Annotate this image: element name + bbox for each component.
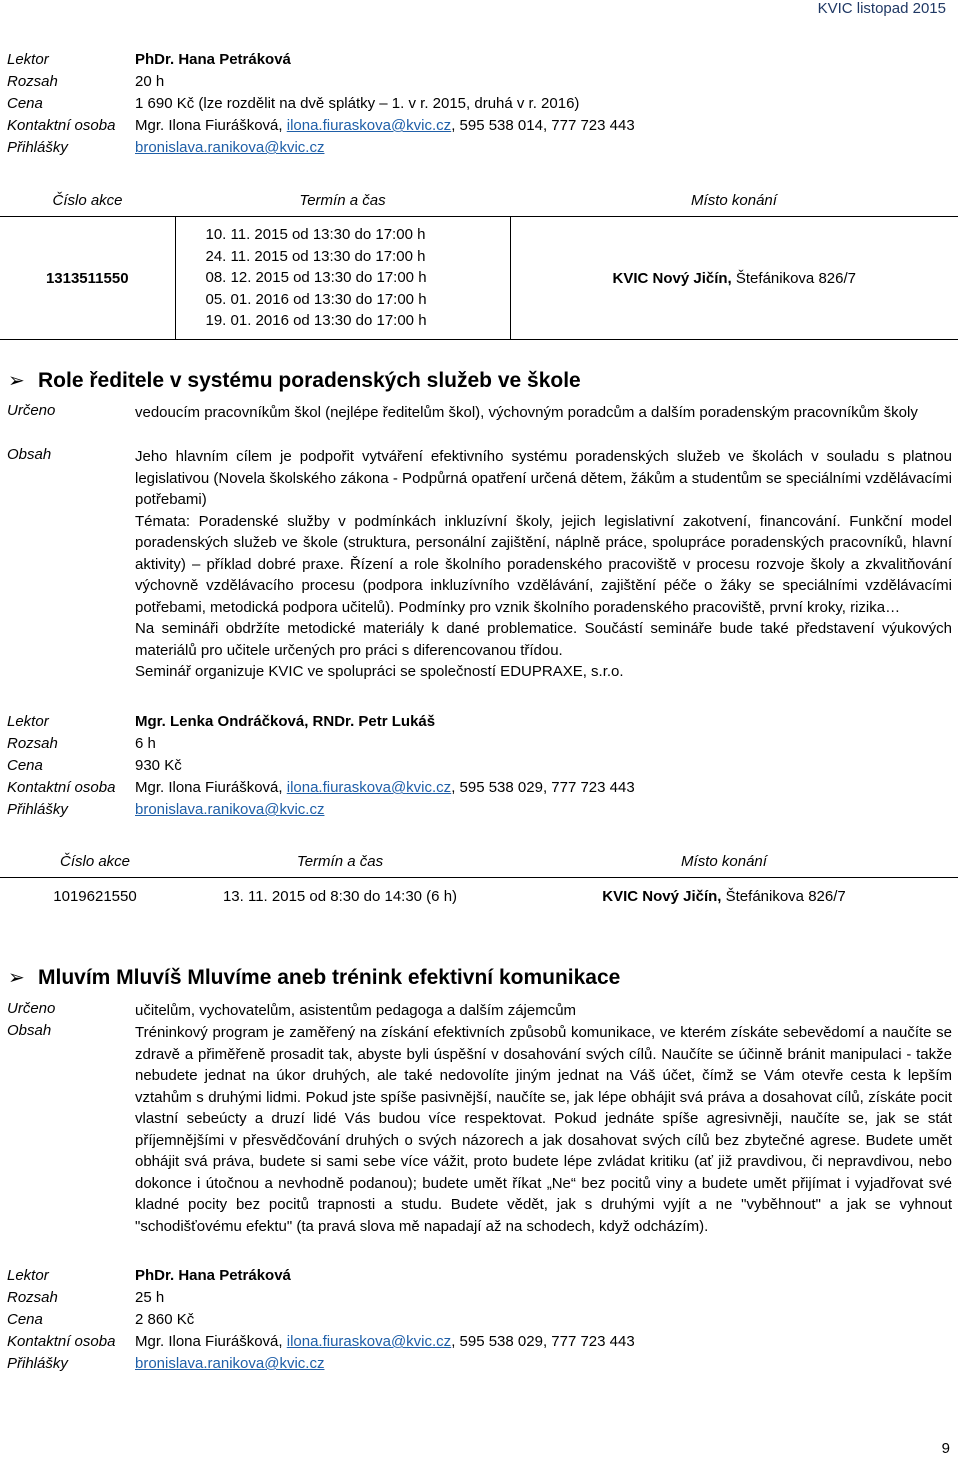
cena-label: Cena xyxy=(7,95,43,112)
rozsah-row xyxy=(7,71,953,93)
urceno-label: Určeno xyxy=(7,1000,56,1017)
urceno-paragraph: vedoucím pracovníkům škol (nejlépe ředitelům škol), výchovným poradcům a dalším poradenským pracovníkům školy xyxy=(135,404,918,421)
rozsah-label: Rozsah xyxy=(7,1289,58,1306)
obsah-label: Obsah xyxy=(7,446,52,463)
prihlasky-label: Přihlášky xyxy=(7,139,68,156)
prihlasky-label: Přihlášky xyxy=(7,801,68,818)
cena-row xyxy=(7,93,953,115)
col-termin: Termín a čas xyxy=(299,192,386,209)
kontakt-label: Kontaktní osoba xyxy=(7,117,116,134)
lektor-value: Mgr. Lenka Ondráčková, RNDr. Petr Lukáš xyxy=(135,713,436,730)
rozsah-value: 6 h xyxy=(135,735,156,752)
rozsah-label: Rozsah xyxy=(7,735,58,752)
obsah-paragraph: Tréninkový program je zaměřený na získání efektivních způsobů komunikace, ve kterém získáte sebevědomí a naučíte se zdravě a přiměřeně prosadit tak, abyste byli úspěšní v dosahování svých cílů. Naučíte se účinně bránit manipulaci - takže nebudete jednat na úkor druhých, ale také nedovolíte jiným jednat na Váš účet, čímž se Vám otevře cesta k lepším vztahům s druhými lidmi. Pokud jste spíše pasivnější, naučíte se, jak lépe obhájit svá práva a dosahovat cílů, získáte pocit vlastní sebeúcty a druzí lidé Vás budou více respektovat. Pokud jednáte spíše agresivněji, naučíte se, jak se stát příjemnějšími v přesvědčování druhých o svých názorech a jak dosahovat svých cílů bez zbytečné agrese. Budete umět obhájit svá práva, budete si sami sebe více vážit, proto budete lépe zvládat kritiku (ať již pravdivou, či nepravdivou, nebo dokonce i útočnou a nevhodně podanou); budete umět říkat „Ne“ bez pocitů viny a budete umět přijímat i vyjadřovat své kladné pocity bez pocitů trapnosti a studu. Budete vědět, jak s druhými vyjít a ne "vyběhnout" a jak se vyhnout "schodišťovému efektu" (ta pravá slova mě napadají až na schodech, když odcházím). xyxy=(135,1024,952,1235)
cena-label: Cena xyxy=(7,757,43,774)
lektor-row xyxy=(7,49,953,71)
lektor-value: PhDr. Hana Petráková xyxy=(135,51,291,68)
cena-value: 1 690 Kč (lze rozdělit na dvě splátky – 1. v r. 2015, druhá v r. 2016) xyxy=(135,95,580,112)
page-header: KVIC listopad 2015 xyxy=(817,0,946,17)
kontakt-phones: , 595 538 029, 777 723 443 xyxy=(451,1333,635,1350)
kontakt-row xyxy=(7,777,953,799)
kontakt-label: Kontaktní osoba xyxy=(7,779,116,796)
event-place xyxy=(510,217,958,340)
prihlasky-row xyxy=(7,137,953,159)
obsah-paragraph: Témata: Poradenské služby v podmínkách inkluzívní školy, jejich legislativní zakotvení, financování. Funkční model poradenských služeb ve škole (struktura, personální zajištění, náplně práce, spolupráce poradenských pracovníků, hlavní aktivity) – příklad dobré praxe. Řízení a role školního poradenského pracoviště v procesu rozvoje školy a zkvalitňování výchovně vzdělávacího procesu (podpora inkluzívního vzdělávání, zajištění péče o žáky se speciálními vzdělávacími potřebami, metodická podpora učitelů). Podmínky pro vznik školního poradenského pracoviště, první kroky, rizika… xyxy=(135,512,952,616)
kontakt-email-link[interactable]: ilona.fiuraskova@kvic.cz xyxy=(286,117,452,134)
urceno-label: Určeno xyxy=(7,402,56,419)
obsah-paragraph: Seminář organizuje KVIC ve spolupráci se společností EDUPRAXE, s.r.o. xyxy=(135,663,624,680)
arrow-bullet-icon: ➢ xyxy=(8,967,25,989)
rozsah-row xyxy=(7,1287,953,1309)
lektor-row xyxy=(7,711,953,733)
place-city: KVIC Nový Jičín, xyxy=(612,269,732,287)
cena-value: 930 Kč xyxy=(135,757,182,774)
lektor-row xyxy=(7,1265,953,1287)
event-code: 1313511550 xyxy=(0,217,175,340)
prihlasky-email-link[interactable]: bronislava.ranikova@kvic.cz xyxy=(135,1355,325,1372)
rozsah-value: 25 h xyxy=(135,1289,165,1306)
section-title-text: Mluvím Mluvíš Mluvíme aneb trénink efektivní komunikace xyxy=(38,966,621,989)
urceno-paragraph: učitelům, vychovatelům, asistentům pedagoga a dalším zájemcům xyxy=(135,1002,577,1019)
kontakt-value xyxy=(135,115,635,137)
col-cislo-akce: Číslo akce xyxy=(52,192,123,209)
cena-row xyxy=(7,1309,953,1331)
lektor-label: Lektor xyxy=(7,1267,49,1284)
kontakt-label: Kontaktní osoba xyxy=(7,1333,116,1350)
kontakt-phones: , 595 538 029, 777 723 443 xyxy=(451,779,635,796)
prihlasky-row xyxy=(7,799,953,821)
place-street: Štefánikova 826/7 xyxy=(721,888,846,905)
place-city: KVIC Nový Jičín, xyxy=(602,888,722,905)
obsah-label: Obsah xyxy=(7,1022,52,1039)
kontakt-email-link[interactable]: ilona.fiuraskova@kvic.cz xyxy=(286,1333,452,1350)
obsah-paragraph: Na semináři obdržíte metodické materiály k dané problematice. Součástí semináře bude také představení výukových materiálů pro učitele určených pro práci s diferencovanou třídou. xyxy=(135,620,952,659)
col-cislo-akce: Číslo akce xyxy=(59,853,131,870)
date-line: 19. 01. 2016 od 13:30 do 17:00 h xyxy=(205,312,427,330)
cena-row xyxy=(7,755,953,777)
prihlasky-label: Přihlášky xyxy=(7,1355,68,1372)
cena-label: Cena xyxy=(7,1311,43,1328)
date-line: 10. 11. 2015 od 13:30 do 17:00 h xyxy=(205,226,426,244)
schedule-table-1 xyxy=(0,185,958,340)
lektor-label: Lektor xyxy=(7,713,49,730)
urceno-text xyxy=(135,1000,952,1022)
section-title-mluvim xyxy=(8,965,620,990)
kontakt-row xyxy=(7,115,953,137)
cena-value: 2 860 Kč xyxy=(135,1311,195,1328)
date-line: 05. 01. 2016 od 13:30 do 17:00 h xyxy=(205,290,427,308)
lektor-label: Lektor xyxy=(7,51,49,68)
rozsah-row xyxy=(7,733,953,755)
prihlasky-email-link[interactable]: bronislava.ranikova@kvic.cz xyxy=(135,139,325,156)
obsah-paragraph: Jeho hlavním cílem je podpořit vytváření efektivního systému poradenských služeb ve školách v souladu s platnou legislativou (Novela školského zákona - Podpůrná opatření určená dětem, žákům a studentům se speciálními vzdělávacími potřebami) xyxy=(135,448,952,508)
kontakt-name: Mgr. Ilona Fiurášková, xyxy=(135,117,287,134)
event-dates xyxy=(175,217,510,340)
col-termin: Termín a čas xyxy=(296,853,384,870)
obsah-text xyxy=(135,446,952,683)
rozsah-label: Rozsah xyxy=(7,73,58,90)
arrow-bullet-icon: ➢ xyxy=(8,370,25,392)
page-number: 9 xyxy=(941,1440,950,1457)
schedule-table-2 xyxy=(0,846,958,915)
lektor-value: PhDr. Hana Petráková xyxy=(135,1267,291,1284)
event-place xyxy=(490,878,958,916)
prihlasky-row xyxy=(7,1353,953,1375)
section-title-role-reditele xyxy=(8,368,581,393)
urceno-text xyxy=(135,402,952,424)
col-misto: Místo konání xyxy=(691,192,777,209)
col-misto: Místo konání xyxy=(681,853,767,870)
rozsah-value: 20 h xyxy=(135,73,165,90)
kontakt-email-link[interactable]: ilona.fiuraskova@kvic.cz xyxy=(286,779,452,796)
obsah-text xyxy=(135,1022,952,1237)
prihlasky-email-link[interactable]: bronislava.ranikova@kvic.cz xyxy=(135,801,325,818)
date-line: 24. 11. 2015 od 13:30 do 17:00 h xyxy=(205,247,426,265)
kontakt-phones: , 595 538 014, 777 723 443 xyxy=(451,117,635,134)
section-title-text: Role ředitele v systému poradenských služeb ve škole xyxy=(38,369,581,392)
kontakt-name: Mgr. Ilona Fiurášková, xyxy=(135,779,287,796)
kontakt-name: Mgr. Ilona Fiurášková, xyxy=(135,1333,287,1350)
place-street: Štefánikova 826/7 xyxy=(731,269,856,287)
event-code: 1019621550 xyxy=(53,888,137,905)
date-line: 08. 12. 2015 od 13:30 do 17:00 h xyxy=(205,269,427,287)
event-date: 13. 11. 2015 od 8:30 do 14:30 (6 h) xyxy=(222,888,458,905)
kontakt-row xyxy=(7,1331,953,1353)
